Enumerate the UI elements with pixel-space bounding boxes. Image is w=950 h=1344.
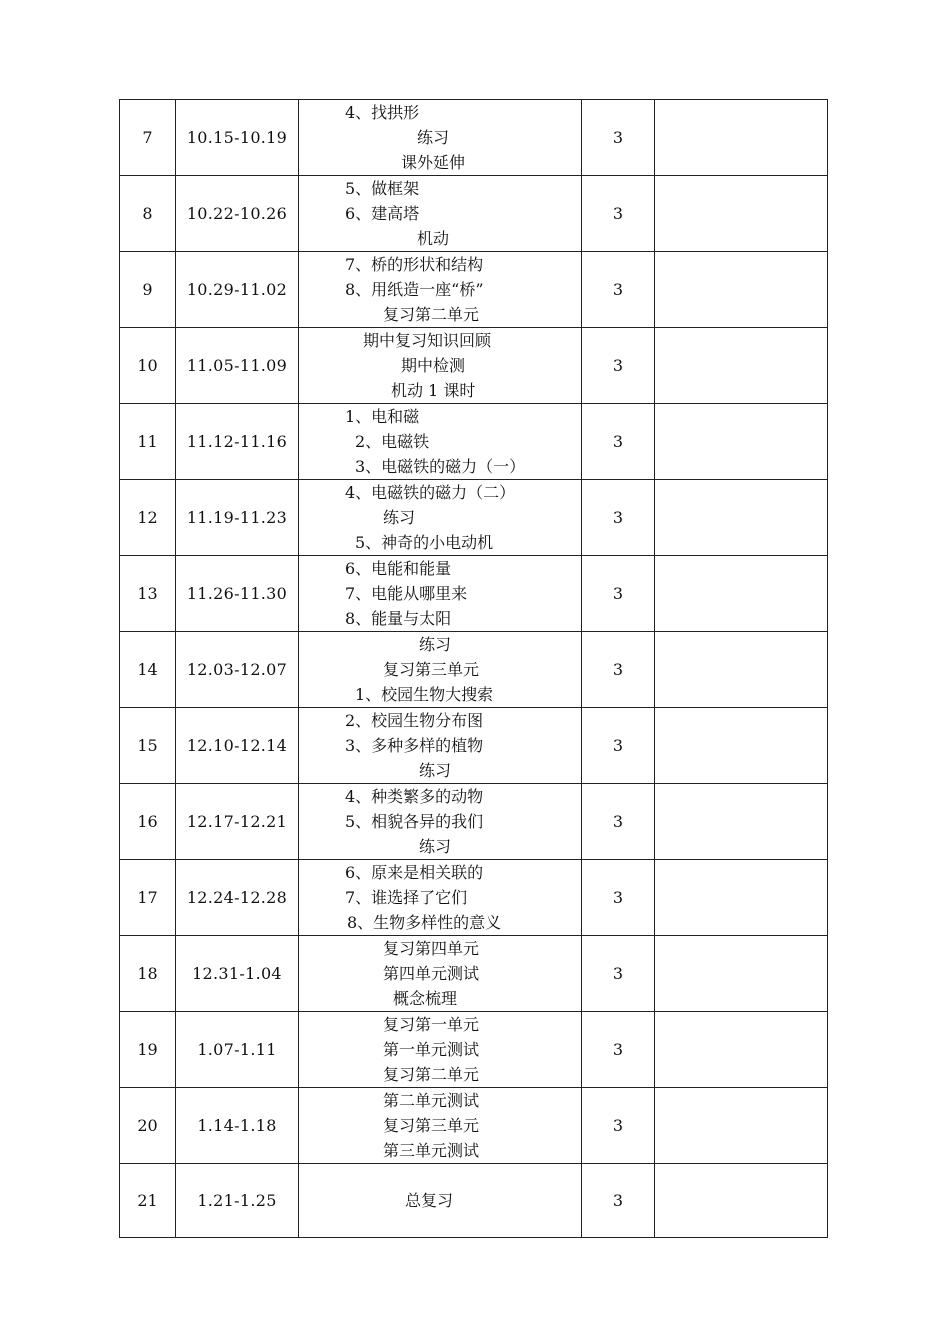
date-range-cell: 1.07-1.11 [176, 1012, 299, 1088]
lesson-line: 第四单元测试 [383, 964, 480, 983]
remarks-cell [655, 632, 828, 708]
lesson-content-cell [299, 556, 582, 632]
lesson-line: 练习 [419, 635, 452, 654]
lesson-content-cell [299, 252, 582, 328]
week-number-cell: 19 [120, 1012, 176, 1088]
lesson-line: 机动 1 课时 [391, 381, 476, 400]
lesson-line: 8、生物多样性的意义 [347, 913, 502, 932]
lesson-line: 复习第三单元 [383, 1116, 480, 1135]
lesson-line: 复习第二单元 [383, 1065, 480, 1084]
lesson-line: 练习 [419, 837, 452, 856]
week-number-cell: 9 [120, 252, 176, 328]
lesson-line: 2、电磁铁 [355, 432, 430, 451]
week-number-cell: 13 [120, 556, 176, 632]
table-row [120, 1164, 828, 1238]
lesson-line: 3、多种多样的植物 [345, 736, 484, 755]
lesson-line: 5、神奇的小电动机 [355, 533, 494, 552]
lesson-line: 第二单元测试 [383, 1091, 480, 1110]
lesson-lines [299, 556, 581, 631]
remarks-cell [655, 100, 828, 176]
week-number-cell: 7 [120, 100, 176, 176]
lesson-content-cell [299, 100, 582, 176]
remarks-cell [655, 708, 828, 784]
remarks-cell [655, 860, 828, 936]
class-hours-cell: 3 [582, 100, 655, 176]
lesson-line: 4、找拱形 [345, 103, 420, 122]
remarks-cell [655, 936, 828, 1012]
class-hours-cell: 3 [582, 632, 655, 708]
lesson-line: 6、建高塔 [345, 204, 420, 223]
class-hours-cell: 3 [582, 176, 655, 252]
class-hours-cell: 3 [582, 252, 655, 328]
table-row [120, 404, 828, 480]
lesson-lines [299, 1188, 581, 1213]
lesson-content-cell [299, 480, 582, 556]
remarks-cell [655, 328, 828, 404]
remarks-cell [655, 252, 828, 328]
lesson-lines [299, 632, 581, 707]
lesson-line: 课外延伸 [401, 153, 466, 172]
class-hours-cell: 3 [582, 480, 655, 556]
week-number-cell: 15 [120, 708, 176, 784]
lesson-content-cell [299, 708, 582, 784]
lesson-line: 复习第二单元 [383, 305, 480, 324]
lesson-lines [299, 328, 581, 403]
table-row [120, 860, 828, 936]
remarks-cell [655, 480, 828, 556]
class-hours-cell: 3 [582, 936, 655, 1012]
lesson-line: 机动 [417, 229, 450, 248]
lesson-lines [299, 708, 581, 783]
class-hours-cell: 3 [582, 556, 655, 632]
remarks-cell [655, 1164, 828, 1238]
table-row [120, 1088, 828, 1164]
lesson-line: 练习 [419, 761, 452, 780]
lesson-line: 7、电能从哪里来 [345, 584, 468, 603]
lesson-lines [299, 252, 581, 327]
lesson-line: 复习第三单元 [383, 660, 480, 679]
lesson-line: 第三单元测试 [383, 1141, 480, 1160]
date-range-cell: 12.03-12.07 [176, 632, 299, 708]
week-number-cell: 18 [120, 936, 176, 1012]
date-range-cell: 10.22-10.26 [176, 176, 299, 252]
lesson-line: 复习第一单元 [383, 1015, 480, 1034]
lesson-content-cell [299, 404, 582, 480]
lesson-lines [299, 860, 581, 935]
lesson-line: 6、电能和能量 [345, 559, 452, 578]
class-hours-cell: 3 [582, 784, 655, 860]
lesson-line: 7、桥的形状和结构 [345, 255, 484, 274]
class-hours-cell: 3 [582, 860, 655, 936]
lesson-content-cell [299, 860, 582, 936]
remarks-cell [655, 1088, 828, 1164]
lesson-line: 8、能量与太阳 [345, 609, 452, 628]
lesson-content-cell [299, 632, 582, 708]
date-range-cell: 11.05-11.09 [176, 328, 299, 404]
lesson-line: 7、谁选择了它们 [345, 888, 468, 907]
remarks-cell [655, 176, 828, 252]
lesson-content-cell [299, 328, 582, 404]
lesson-line: 期中检测 [401, 356, 466, 375]
lesson-line: 总复习 [405, 1191, 454, 1210]
lesson-content-cell [299, 1164, 582, 1238]
table-row [120, 328, 828, 404]
lesson-line: 6、原来是相关联的 [345, 863, 484, 882]
class-hours-cell: 3 [582, 1164, 655, 1238]
date-range-cell: 12.24-12.28 [176, 860, 299, 936]
lesson-content-cell [299, 784, 582, 860]
schedule-body [120, 100, 828, 1238]
class-hours-cell: 3 [582, 328, 655, 404]
table-row [120, 480, 828, 556]
date-range-cell: 12.17-12.21 [176, 784, 299, 860]
lesson-line: 4、电磁铁的磁力（二） [345, 483, 516, 502]
lesson-line: 3、电磁铁的磁力（一） [355, 457, 526, 476]
lesson-lines [299, 936, 581, 1011]
lesson-line: 期中复习知识回顾 [363, 331, 492, 350]
lesson-lines [299, 784, 581, 859]
week-number-cell: 12 [120, 480, 176, 556]
table-row [120, 556, 828, 632]
lesson-line: 1、电和磁 [345, 407, 420, 426]
lesson-lines [299, 480, 581, 555]
lesson-lines [299, 1088, 581, 1163]
date-range-cell: 11.12-11.16 [176, 404, 299, 480]
table-row [120, 708, 828, 784]
table-row [120, 784, 828, 860]
remarks-cell [655, 1012, 828, 1088]
class-hours-cell: 3 [582, 404, 655, 480]
date-range-cell: 10.15-10.19 [176, 100, 299, 176]
week-number-cell: 8 [120, 176, 176, 252]
week-number-cell: 20 [120, 1088, 176, 1164]
date-range-cell: 12.31-1.04 [176, 936, 299, 1012]
lesson-lines [299, 1012, 581, 1087]
lesson-line: 5、相貌各异的我们 [345, 812, 484, 831]
lesson-line: 4、种类繁多的动物 [345, 787, 484, 806]
table-row [120, 632, 828, 708]
lesson-line: 2、校园生物分布图 [345, 711, 484, 730]
lesson-line: 练习 [383, 508, 416, 527]
remarks-cell [655, 784, 828, 860]
week-number-cell: 17 [120, 860, 176, 936]
date-range-cell: 1.14-1.18 [176, 1088, 299, 1164]
lesson-content-cell [299, 1012, 582, 1088]
class-hours-cell: 3 [582, 1012, 655, 1088]
lesson-content-cell [299, 936, 582, 1012]
date-range-cell: 11.26-11.30 [176, 556, 299, 632]
date-range-cell: 12.10-12.14 [176, 708, 299, 784]
week-number-cell: 11 [120, 404, 176, 480]
date-range-cell: 11.19-11.23 [176, 480, 299, 556]
schedule-table [119, 99, 828, 1238]
class-hours-cell: 3 [582, 1088, 655, 1164]
lesson-line: 5、做框架 [345, 179, 420, 198]
lesson-lines [299, 100, 581, 175]
table-row [120, 176, 828, 252]
table-row [120, 936, 828, 1012]
lesson-lines [299, 404, 581, 479]
lesson-line: 概念梳理 [393, 989, 458, 1008]
date-range-cell: 1.21-1.25 [176, 1164, 299, 1238]
class-hours-cell: 3 [582, 708, 655, 784]
week-number-cell: 10 [120, 328, 176, 404]
lesson-line: 第一单元测试 [383, 1040, 480, 1059]
remarks-cell [655, 404, 828, 480]
date-range-cell: 10.29-11.02 [176, 252, 299, 328]
lesson-content-cell [299, 1088, 582, 1164]
lesson-content-cell [299, 176, 582, 252]
lesson-line: 复习第四单元 [383, 939, 480, 958]
table-row [120, 252, 828, 328]
lesson-line: 1、校园生物大搜索 [355, 685, 494, 704]
lesson-line: 8、用纸造一座“桥” [345, 280, 484, 299]
lesson-lines [299, 176, 581, 251]
table-row [120, 1012, 828, 1088]
remarks-cell [655, 556, 828, 632]
week-number-cell: 14 [120, 632, 176, 708]
table-row [120, 100, 828, 176]
week-number-cell: 16 [120, 784, 176, 860]
week-number-cell: 21 [120, 1164, 176, 1238]
lesson-line: 练习 [417, 128, 450, 147]
